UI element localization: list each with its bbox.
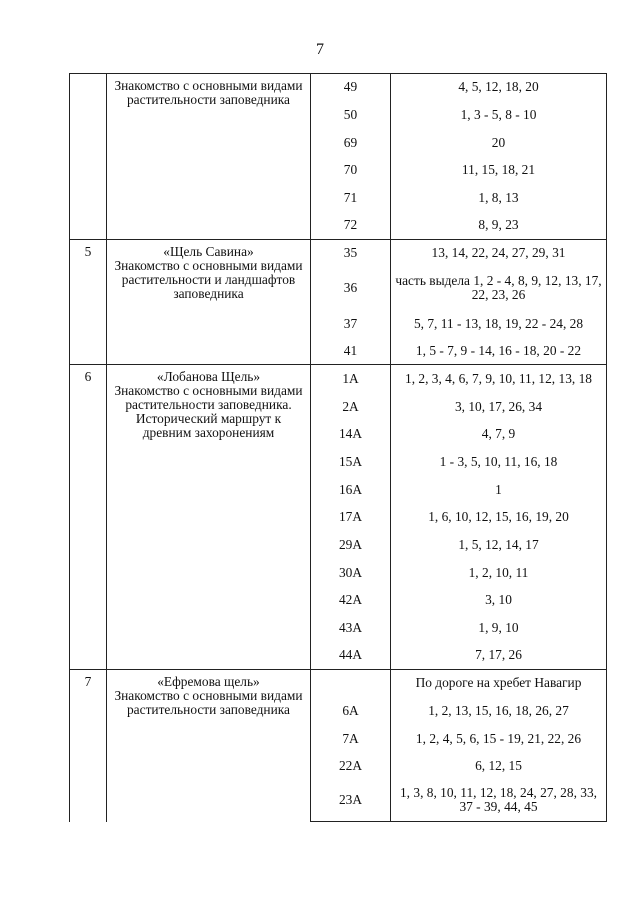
section-numbers-text: 1, 8, 13 [478,189,519,205]
route-number [70,74,107,240]
plot-number: 16А [311,476,391,504]
route-description [107,74,311,240]
route-table [69,73,607,822]
route-purpose: Знакомство с основными видами растительности заповедника [114,688,303,717]
section-numbers-text: 1, 2, 13, 15, 16, 18, 26, 27 [428,702,569,718]
route-table-body [70,74,607,822]
plot-number: 35 [311,240,391,267]
section-numbers-text: 1 [495,481,502,497]
section-numbers-text: 8, 9, 23 [478,217,519,233]
section-numbers-text: 4, 5, 12, 18, 20 [458,79,539,95]
section-numbers [391,212,607,240]
section-numbers [391,725,607,753]
plot-number: 70 [311,157,391,184]
section-numbers-text: 7, 17, 26 [475,647,522,663]
plot-number: 37 [311,310,391,338]
plot-number: 30А [311,559,391,587]
plot-number: 22А [311,753,391,780]
section-numbers [391,421,607,448]
plot-number: 49 [311,74,391,101]
section-numbers [391,310,607,338]
section-numbers [391,101,607,129]
route-number: 7 [70,670,107,822]
plot-number: 17А [311,504,391,531]
route-purpose: Знакомство с основными видами растительности и ландшафтов заповедника [114,258,303,301]
section-numbers [391,157,607,184]
plot-number: 14А [311,421,391,448]
route-name: «Щель Савина» [163,244,254,259]
page-number: 7 [316,41,324,58]
route-name: «Ефремова щель» [157,674,260,689]
section-numbers [391,448,607,476]
route-name: «Лобанова Щель» [156,369,261,384]
section-numbers [391,753,607,780]
section-numbers-text: По дороге на хребет Навагир [415,675,582,691]
route-description [107,240,311,365]
plot-number: 71 [311,184,391,212]
table-row [70,240,607,267]
section-numbers [391,393,607,421]
table-row [70,670,607,697]
section-numbers [391,642,607,670]
plot-number: 23А [311,780,391,822]
section-numbers [391,614,607,642]
section-numbers-text: 13, 14, 22, 24, 27, 29, 31 [431,245,566,261]
section-numbers [391,504,607,531]
plot-number: 43А [311,614,391,642]
plot-number [311,670,391,697]
plot-number: 15А [311,448,391,476]
section-numbers-text: 1 - 3, 5, 10, 11, 16, 18 [439,453,558,469]
section-numbers-text: 3, 10 [485,592,512,607]
section-numbers [391,129,607,157]
section-numbers-text: 11, 15, 18, 21 [461,162,536,177]
section-numbers [391,184,607,212]
section-numbers [391,670,607,697]
section-numbers-text: 1, 3 - 5, 8 - 10 [460,106,537,122]
plot-number: 1А [311,365,391,393]
section-numbers [391,74,607,101]
route-description [107,670,311,822]
section-numbers [391,240,607,267]
plot-number: 44А [311,642,391,670]
section-numbers-text: 1, 5, 12, 14, 17 [458,536,539,552]
plot-number: 72 [311,212,391,240]
plot-number: 2А [311,393,391,421]
route-purpose: Знакомство с основными видами растительности заповедника [114,78,303,107]
section-numbers-text: 1, 9, 10 [478,619,519,635]
section-numbers [391,338,607,365]
section-numbers-text: 3, 10, 17, 26, 34 [454,398,543,414]
section-numbers [391,697,607,725]
section-numbers [391,559,607,587]
plot-number: 50 [311,101,391,129]
section-numbers [391,267,607,310]
plot-number: 69 [311,129,391,157]
section-numbers-text: 1, 3, 8, 10, 11, 12, 18, 24, 27, 28, 33, 37 - 39, 44, 45 [399,785,597,815]
route-description [107,365,311,670]
section-numbers-text: 5, 7, 11 - 13, 18, 19, 22 - 24, 28 [413,315,584,331]
section-numbers-text: 20 [491,134,506,150]
section-numbers-text: 1, 2, 3, 4, 6, 7, 9, 10, 11, 12, 13, 18 [405,370,592,386]
plot-number: 7А [311,725,391,753]
table-row [70,74,607,101]
section-numbers-text: 4, 7, 9 [481,426,516,441]
section-numbers-text: часть выдела 1, 2 - 4, 8, 9, 12, 13, 17, 22, 23, 26 [395,273,602,302]
plot-number: 42А [311,587,391,614]
section-numbers [391,476,607,504]
section-numbers-text: 1, 5 - 7, 9 - 14, 16 - 18, 20 - 22 [415,342,582,358]
section-numbers [391,365,607,393]
section-numbers-text: 6, 12, 15 [475,758,522,773]
section-numbers [391,780,607,822]
plot-number: 41 [311,338,391,365]
section-numbers-text: 1, 2, 10, 11 [468,564,529,580]
table-row [70,365,607,393]
route-number: 6 [70,365,107,670]
section-numbers-text: 1, 6, 10, 12, 15, 16, 19, 20 [428,509,569,524]
section-numbers [391,587,607,614]
route-number: 5 [70,240,107,365]
plot-number: 29А [311,531,391,559]
plot-number: 6А [311,697,391,725]
section-numbers [391,531,607,559]
route-purpose: Знакомство с основными видами растительности заповедника. Исторический маршрут к древним захоронениям [114,383,303,440]
plot-number: 36 [311,267,391,310]
section-numbers-text: 1, 2, 4, 5, 6, 15 - 19, 21, 22, 26 [415,730,582,746]
